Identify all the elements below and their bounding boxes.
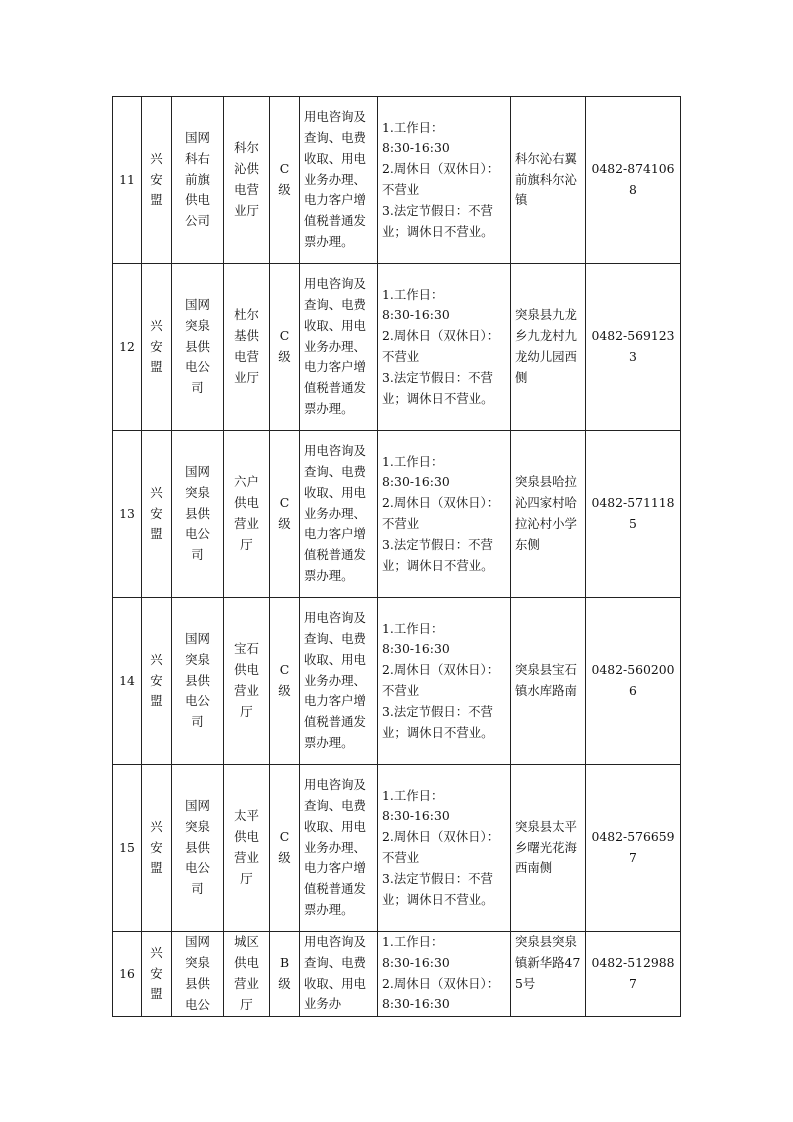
- address-text: 突泉县九龙乡九龙村九龙幼儿园西侧: [515, 307, 577, 385]
- region-text: 兴安盟: [150, 818, 163, 876]
- region-text: 兴安盟: [150, 317, 163, 375]
- hours-text: 1.工作日： 8:30-16:30 2.周休日（双休日）： 8:30-16:30: [382, 934, 500, 1012]
- address-cell: [511, 431, 586, 598]
- level-text: C级: [278, 495, 291, 531]
- hours-cell: [378, 765, 511, 932]
- phone-cell: [586, 765, 681, 932]
- region-cell: [142, 264, 172, 431]
- phone-cell: [586, 264, 681, 431]
- address-text: 突泉县哈拉沁四家村哈拉沁村小学东侧: [515, 474, 577, 552]
- hours-text: 1.工作日： 8:30-16:30 2.周休日（双休日）：不营业 3.法定节假日：不营业；调休日不营业。: [382, 119, 500, 239]
- region-cell: [142, 598, 172, 765]
- company-cell: [172, 932, 224, 1017]
- address-cell: [511, 765, 586, 932]
- region-text: 兴安盟: [150, 944, 163, 1002]
- no-text: 13: [119, 505, 135, 521]
- hall-text: 科尔沁供电营业厅: [234, 140, 259, 218]
- level-cell: [270, 765, 300, 932]
- region-cell: [142, 765, 172, 932]
- hours-text: 1.工作日： 8:30-16:30 2.周休日（双休日）：不营业 3.法定节假日：不营业；调休日不营业。: [382, 286, 500, 406]
- table-row: [113, 598, 681, 765]
- services-text: 用电咨询及查询、电费收取、用电业务办理、电力客户增值税普通发票办理。: [304, 777, 366, 917]
- hall-text: 太平供电营业厅: [234, 808, 259, 886]
- hours-text: 1.工作日： 8:30-16:30 2.周休日（双休日）：不营业 3.法定节假日：不营业；调休日不营业。: [382, 620, 500, 740]
- region-text: 兴安盟: [150, 651, 163, 709]
- level-text: B级: [278, 955, 291, 991]
- company-text: 国网突泉县供电公司: [185, 464, 210, 563]
- services-cell: [300, 264, 378, 431]
- table-row: [113, 431, 681, 598]
- row-number: [113, 932, 142, 1017]
- phone-cell: [586, 431, 681, 598]
- level-text: C级: [278, 328, 291, 364]
- company-text: 国网科右前旗供电公司: [185, 130, 210, 229]
- address-cell: [511, 598, 586, 765]
- region-text: 兴安盟: [150, 150, 163, 208]
- company-cell: [172, 765, 224, 932]
- services-cell: [300, 598, 378, 765]
- company-cell: [172, 431, 224, 598]
- hall-cell: [224, 598, 270, 765]
- services-text: 用电咨询及查询、电费收取、用电业务办理、电力客户增值税普通发票办理。: [304, 276, 366, 416]
- hall-cell: [224, 932, 270, 1017]
- address-text: 突泉县宝石镇水库路南: [515, 662, 577, 698]
- hall-cell: [224, 264, 270, 431]
- company-cell: [172, 97, 224, 264]
- services-text: 用电咨询及查询、电费收取、用电业务办: [304, 934, 366, 1012]
- hours-cell: [378, 598, 511, 765]
- services-text: 用电咨询及查询、电费收取、用电业务办理、电力客户增值税普通发票办理。: [304, 109, 366, 249]
- row-number: [113, 765, 142, 932]
- no-text: 16: [119, 965, 135, 981]
- address-cell: [511, 264, 586, 431]
- address-cell: [511, 932, 586, 1017]
- region-cell: [142, 932, 172, 1017]
- hall-cell: [224, 765, 270, 932]
- phone-cell: [586, 598, 681, 765]
- row-number: [113, 598, 142, 765]
- level-text: C级: [278, 829, 291, 865]
- hours-text: 1.工作日： 8:30-16:30 2.周休日（双休日）：不营业 3.法定节假日：不营业；调休日不营业。: [382, 453, 500, 573]
- level-cell: [270, 264, 300, 431]
- phone-text: 0482-5602006: [591, 662, 675, 698]
- services-text: 用电咨询及查询、电费收取、用电业务办理、电力客户增值税普通发票办理。: [304, 443, 366, 583]
- table-row: [113, 932, 681, 1017]
- table-row: [113, 765, 681, 932]
- company-text: 国网突泉县供电公: [185, 934, 210, 1012]
- address-text: 突泉县太平乡曙光花海西南侧: [515, 818, 577, 876]
- company-text: 国网突泉县供电公司: [185, 297, 210, 396]
- service-hall-table: [112, 96, 681, 1017]
- region-cell: [142, 97, 172, 264]
- level-text: C级: [278, 161, 291, 197]
- no-text: 12: [119, 338, 135, 354]
- phone-text: 0482-5711185: [591, 495, 675, 531]
- no-text: 14: [119, 672, 135, 688]
- address-cell: [511, 97, 586, 264]
- hall-text: 杜尔基供电营业厅: [234, 307, 259, 385]
- phone-text: 0482-5766597: [591, 829, 675, 865]
- hours-cell: [378, 431, 511, 598]
- phone-cell: [586, 932, 681, 1017]
- company-text: 国网突泉县供电公司: [185, 631, 210, 730]
- hours-text: 1.工作日： 8:30-16:30 2.周休日（双休日）：不营业 3.法定节假日：不营业；调休日不营业。: [382, 787, 500, 907]
- no-text: 11: [119, 171, 135, 187]
- level-cell: [270, 431, 300, 598]
- hall-cell: [224, 431, 270, 598]
- phone-text: 0482-5129887: [591, 955, 675, 991]
- phone-cell: [586, 97, 681, 264]
- services-cell: [300, 932, 378, 1017]
- level-text: C级: [278, 662, 291, 698]
- services-cell: [300, 431, 378, 598]
- hall-text: 六户供电营业厅: [234, 474, 259, 552]
- hall-cell: [224, 97, 270, 264]
- services-text: 用电咨询及查询、电费收取、用电业务办理、电力客户增值税普通发票办理。: [304, 610, 366, 750]
- company-text: 国网突泉县供电公司: [185, 798, 210, 897]
- region-text: 兴安盟: [150, 484, 163, 542]
- phone-text: 0482-8741068: [591, 161, 675, 197]
- no-text: 15: [119, 839, 135, 855]
- region-cell: [142, 431, 172, 598]
- row-number: [113, 97, 142, 264]
- table-row: [113, 97, 681, 264]
- services-cell: [300, 765, 378, 932]
- level-cell: [270, 97, 300, 264]
- row-number: [113, 264, 142, 431]
- hall-text: 宝石供电营业厅: [234, 641, 259, 719]
- hours-cell: [378, 97, 511, 264]
- hall-text: 城区供电营业厅: [234, 934, 259, 1012]
- row-number: [113, 431, 142, 598]
- hours-cell: [378, 932, 511, 1017]
- services-cell: [300, 97, 378, 264]
- level-cell: [270, 598, 300, 765]
- address-text: 科尔沁右翼前旗科尔沁镇: [515, 150, 577, 208]
- phone-text: 0482-5691233: [591, 328, 675, 364]
- table-row: [113, 264, 681, 431]
- address-text: 突泉县突泉镇新华路475号: [515, 934, 581, 991]
- document-page: [112, 96, 681, 1017]
- company-cell: [172, 598, 224, 765]
- level-cell: [270, 932, 300, 1017]
- company-cell: [172, 264, 224, 431]
- hours-cell: [378, 264, 511, 431]
